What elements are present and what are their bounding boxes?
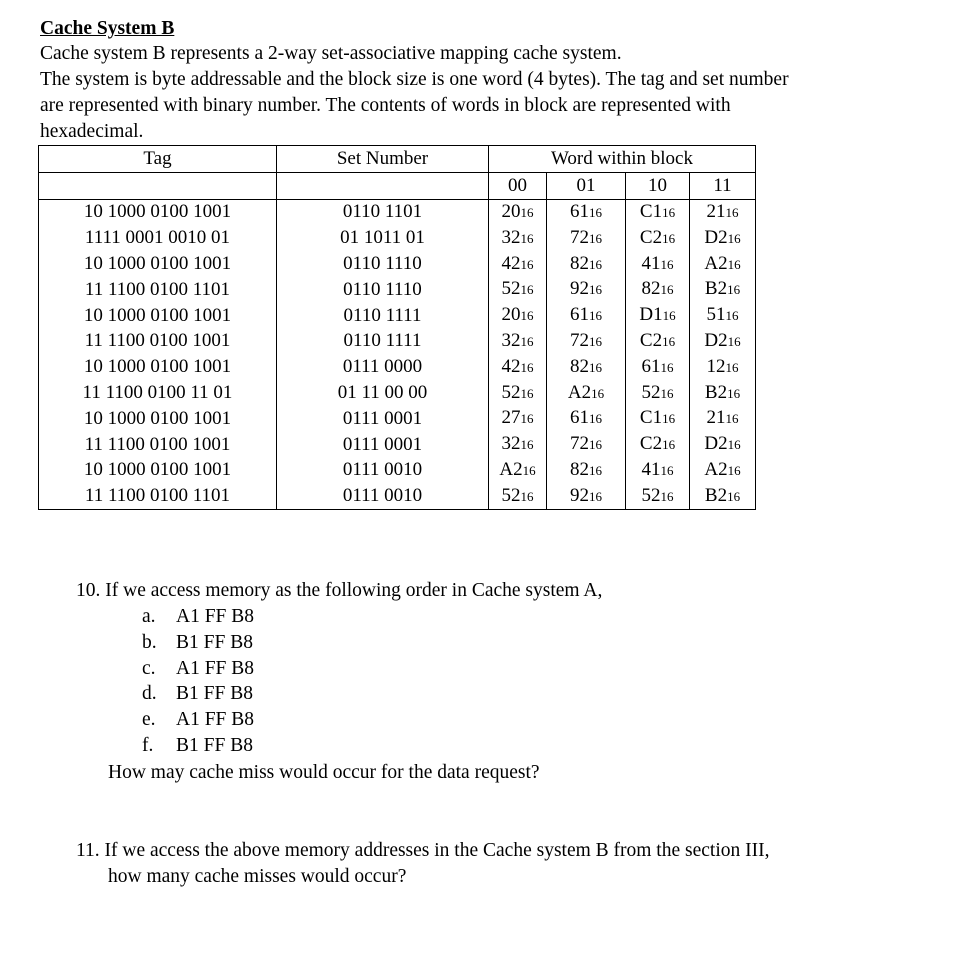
option-text: B1 FF B8 [176, 734, 253, 756]
word-cell [690, 251, 756, 277]
word-value: A2 [567, 381, 592, 403]
word-cell [690, 380, 756, 406]
base-subscript: 16 [520, 359, 534, 375]
option-text: B1 FF B8 [176, 683, 253, 705]
question-11-line: how many cache misses would occur? [108, 865, 407, 887]
word-value: 21 [706, 200, 726, 222]
word-cell [547, 329, 626, 355]
tag-cell: 1111 0001 0010 01 [39, 225, 277, 251]
table-row [39, 251, 756, 277]
word-cell [489, 277, 547, 303]
word-value: 82 [641, 278, 661, 300]
word-cell [489, 251, 547, 277]
set-number-cell: 0110 1110 [277, 277, 489, 303]
base-subscript: 16 [727, 437, 741, 453]
word-cell [547, 458, 626, 484]
option-letter: f. [142, 734, 154, 756]
word-cell [690, 329, 756, 355]
word-value: 32 [501, 226, 521, 248]
word-cell [626, 483, 690, 509]
base-subscript: 16 [589, 333, 602, 349]
table-row [39, 277, 756, 303]
base-subscript: 16 [589, 411, 602, 427]
base-subscript: 16 [589, 256, 602, 272]
base-subscript: 16 [522, 462, 536, 478]
word-cell [690, 277, 756, 303]
base-subscript: 16 [660, 256, 674, 272]
word-value: B2 [704, 484, 728, 506]
word-cell [626, 329, 690, 355]
word-cell [547, 303, 626, 329]
word-value: 92 [570, 484, 589, 506]
word-value: 52 [501, 278, 521, 300]
word-value: 72 [570, 226, 589, 248]
word-value: 52 [501, 381, 521, 403]
base-subscript: 16 [725, 308, 739, 324]
question-10-question: How may cache miss would occur for the data request? [108, 762, 540, 783]
base-subscript: 16 [520, 230, 534, 246]
tag-header: Tag [39, 146, 277, 173]
word-cell [489, 303, 547, 329]
word-value: 52 [501, 484, 521, 506]
set-number-cell: 0111 0001 [277, 432, 489, 458]
word-cell [690, 406, 756, 432]
table-row [39, 380, 756, 406]
question-11-line: 11. If we access the above memory addresses in the Cache system B from the section III, [76, 840, 770, 861]
word-cell [690, 432, 756, 458]
word-value: D2 [704, 226, 728, 248]
empty-cell [277, 172, 489, 199]
base-subscript: 16 [727, 462, 741, 478]
set-number-cell: 0111 0010 [277, 483, 489, 509]
word-value: C2 [639, 226, 663, 248]
word-value: 42 [501, 355, 521, 377]
word-cell [547, 251, 626, 277]
intro-line: Cache system B represents a 2-way set-associative mapping cache system. [40, 43, 622, 64]
base-subscript: 16 [589, 437, 602, 453]
word-value: A2 [704, 458, 728, 480]
option-text: A1 FF B8 [176, 606, 255, 627]
base-subscript: 16 [662, 230, 676, 246]
table-row [39, 483, 756, 509]
word-cell [489, 329, 547, 355]
tag-cell: 10 1000 0100 1001 [39, 251, 277, 277]
intro-line: hexadecimal. [40, 121, 144, 142]
base-subscript: 16 [520, 385, 534, 401]
word-cell [489, 483, 547, 509]
word-value: 72 [570, 433, 589, 455]
word-value: D2 [704, 433, 728, 455]
word-value: 12 [706, 355, 726, 377]
word-cell [547, 483, 626, 509]
word-cell [547, 199, 626, 225]
base-subscript: 16 [589, 282, 602, 298]
word-value: 82 [570, 355, 589, 377]
option-text: A1 FF B8 [176, 709, 255, 731]
word-value: 61 [641, 355, 661, 377]
base-subscript: 16 [589, 359, 602, 375]
base-subscript: 16 [520, 256, 534, 272]
word-value: 32 [501, 433, 521, 455]
table-row [39, 458, 756, 484]
base-subscript: 16 [725, 359, 739, 375]
table-row [39, 432, 756, 458]
word-value: 61 [570, 304, 589, 326]
base-subscript: 16 [662, 333, 676, 349]
base-subscript: 16 [727, 488, 741, 504]
option-item [142, 630, 254, 656]
intro-line: are represented with binary number. The contents of words in block are represented with [40, 95, 731, 116]
word-value: C1 [639, 200, 663, 222]
set-number-cell: 0111 0001 [277, 406, 489, 432]
word-value: 21 [706, 407, 726, 429]
set-number-cell: 01 1011 01 [277, 225, 489, 251]
table-header-row [39, 146, 756, 173]
word-cell [690, 225, 756, 251]
option-item [142, 656, 254, 682]
word-cell [547, 225, 626, 251]
tag-cell: 10 1000 0100 1001 [39, 354, 277, 380]
tag-cell: 11 1100 0100 1101 [39, 277, 277, 303]
set-number-cell: 0110 1111 [277, 329, 489, 355]
base-subscript: 16 [589, 462, 602, 478]
intro-paragraph [40, 41, 940, 145]
word-cell [690, 354, 756, 380]
option-letter: e. [142, 709, 156, 731]
word-value: 42 [501, 252, 521, 274]
word-cell [547, 277, 626, 303]
empty-cell [39, 172, 277, 199]
set-number-cell: 0110 1101 [277, 199, 489, 225]
option-text: A1 FF B8 [176, 657, 255, 679]
word-value: 72 [570, 329, 589, 351]
set-number-header: Set Number [277, 146, 489, 173]
tag-cell: 10 1000 0100 1001 [39, 406, 277, 432]
word-offset-header: 01 [547, 172, 626, 199]
word-value: 52 [641, 484, 661, 506]
word-value: A2 [704, 252, 728, 274]
word-cell [626, 251, 690, 277]
base-subscript: 16 [520, 282, 534, 298]
word-value: 51 [706, 304, 726, 326]
base-subscript: 16 [662, 204, 676, 220]
tag-cell: 11 1100 0100 1001 [39, 432, 277, 458]
word-cell [626, 277, 690, 303]
tag-cell: 11 1100 0100 1001 [39, 329, 277, 355]
option-item [142, 604, 254, 630]
table-row [39, 303, 756, 329]
base-subscript: 16 [725, 204, 739, 220]
option-letter: d. [142, 683, 157, 705]
word-cell [626, 303, 690, 329]
tag-cell: 10 1000 0100 1001 [39, 199, 277, 225]
word-value: 32 [501, 329, 521, 351]
word-cell [547, 432, 626, 458]
word-value: 41 [641, 458, 661, 480]
word-offset-header: 10 [626, 172, 690, 199]
base-subscript: 16 [660, 488, 674, 504]
base-subscript: 16 [589, 204, 602, 220]
word-offset-header: 00 [489, 172, 547, 199]
set-number-cell: 0110 1110 [277, 251, 489, 277]
word-value: 20 [501, 200, 521, 222]
word-cell [626, 199, 690, 225]
word-cell [547, 380, 626, 406]
table-row [39, 225, 756, 251]
word-value: D1 [639, 304, 663, 326]
word-cell [489, 406, 547, 432]
word-cell [690, 483, 756, 509]
base-subscript: 16 [662, 308, 676, 324]
word-value: C1 [639, 407, 663, 429]
word-value: B2 [704, 381, 728, 403]
tag-cell: 11 1100 0100 1101 [39, 483, 277, 509]
word-cell [626, 354, 690, 380]
question-10-prompt: 10. If we access memory as the following order in Cache system A, [76, 580, 603, 601]
option-text: B1 FF B8 [176, 631, 253, 653]
base-subscript: 16 [589, 308, 602, 324]
word-cell [489, 354, 547, 380]
question-11 [76, 838, 936, 890]
set-number-cell: 0111 0010 [277, 458, 489, 484]
cache-table [38, 145, 756, 510]
tag-cell: 10 1000 0100 1001 [39, 458, 277, 484]
question-10-options [142, 604, 254, 759]
word-cell [547, 354, 626, 380]
base-subscript: 16 [520, 437, 534, 453]
base-subscript: 16 [520, 333, 534, 349]
section-heading: Cache System B [40, 18, 175, 39]
option-letter: a. [142, 606, 156, 627]
base-subscript: 16 [520, 488, 534, 504]
base-subscript: 16 [660, 282, 674, 298]
option-letter: b. [142, 631, 157, 653]
word-value: B2 [704, 278, 728, 300]
intro-line: The system is byte addressable and the block size is one word (4 bytes). The tag and set number [40, 69, 789, 90]
option-item [142, 707, 254, 733]
word-value: 52 [641, 381, 661, 403]
tag-cell: 11 1100 0100 11 01 [39, 380, 277, 406]
word-value: 41 [641, 252, 661, 274]
word-cell [626, 406, 690, 432]
word-cell [690, 458, 756, 484]
base-subscript: 16 [727, 256, 741, 272]
base-subscript: 16 [660, 385, 674, 401]
base-subscript: 16 [520, 204, 534, 220]
word-cell [489, 458, 547, 484]
word-offset-header: 11 [690, 172, 756, 199]
word-cell [489, 432, 547, 458]
tag-cell: 10 1000 0100 1001 [39, 303, 277, 329]
word-cell [547, 406, 626, 432]
word-value: 82 [570, 252, 589, 274]
base-subscript: 16 [727, 230, 741, 246]
option-item [142, 733, 254, 759]
table-row [39, 354, 756, 380]
word-value: 27 [501, 407, 521, 429]
word-within-block-header: Word within block [489, 146, 756, 173]
word-cell [690, 199, 756, 225]
table-row [39, 329, 756, 355]
table-row [39, 199, 756, 225]
base-subscript: 16 [725, 411, 739, 427]
base-subscript: 16 [520, 411, 534, 427]
word-value: D2 [704, 329, 728, 351]
base-subscript: 16 [520, 308, 534, 324]
word-cell [626, 380, 690, 406]
base-subscript: 16 [591, 385, 605, 401]
base-subscript: 16 [662, 411, 676, 427]
base-subscript: 16 [727, 282, 741, 298]
word-cell [489, 380, 547, 406]
option-letter: c. [142, 657, 156, 679]
base-subscript: 16 [589, 488, 602, 504]
base-subscript: 16 [660, 462, 674, 478]
base-subscript: 16 [662, 437, 676, 453]
base-subscript: 16 [727, 333, 741, 349]
word-cell [489, 199, 547, 225]
table-row [39, 406, 756, 432]
word-cell [690, 303, 756, 329]
word-value: 82 [570, 458, 589, 480]
word-cell [626, 225, 690, 251]
base-subscript: 16 [660, 359, 674, 375]
set-number-cell: 0110 1111 [277, 303, 489, 329]
word-value: 61 [570, 407, 589, 429]
base-subscript: 16 [727, 385, 741, 401]
word-cell [489, 225, 547, 251]
set-number-cell: 01 11 00 00 [277, 380, 489, 406]
word-value: C2 [639, 329, 663, 351]
word-value: C2 [639, 433, 663, 455]
set-number-cell: 0111 0000 [277, 354, 489, 380]
option-item [142, 681, 254, 707]
word-cell [626, 432, 690, 458]
word-value: 61 [570, 200, 589, 222]
word-value: A2 [499, 458, 523, 480]
table-offset-row [39, 172, 756, 199]
word-value: 20 [501, 304, 521, 326]
base-subscript: 16 [589, 230, 602, 246]
word-cell [626, 458, 690, 484]
word-value: 92 [570, 278, 589, 300]
